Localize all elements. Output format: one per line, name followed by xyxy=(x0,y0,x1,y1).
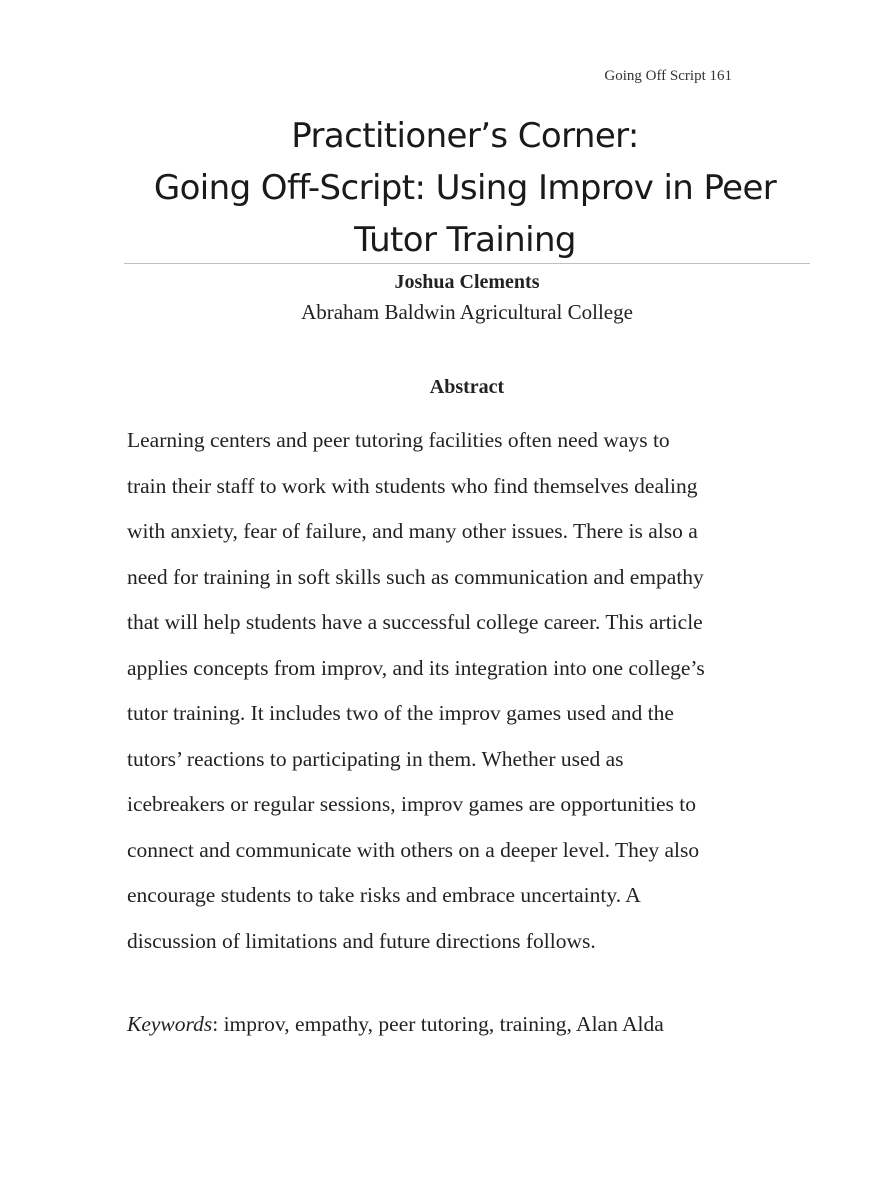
abstract-line: discussion of limitations and future directions follows. xyxy=(127,928,596,953)
article-title xyxy=(120,110,810,266)
keywords-line xyxy=(127,1008,664,1040)
abstract-line: applies concepts from improv, and its integration into one college’s xyxy=(127,655,705,680)
abstract-line: icebreakers or regular sessions, improv games are opportunities to xyxy=(127,792,696,816)
title-divider xyxy=(124,263,810,264)
abstract-line: encourage students to take risks and embrace uncertainty. A xyxy=(127,883,641,907)
title-line-2: Going Off-Script: Using Improv in Peer xyxy=(153,168,777,208)
abstract-line: tutor training. It includes two of the improv games used and the xyxy=(127,701,674,725)
author-affiliation: Abraham Baldwin Agricultural College xyxy=(301,300,633,324)
abstract-line: need for training in soft skills such as communication and empathy xyxy=(127,564,704,589)
abstract-line: train their staff to work with students who find themselves dealing xyxy=(127,473,698,498)
abstract-line: tutors’ reactions to participating in them. Whether used as xyxy=(127,746,624,771)
keywords-separator: : xyxy=(212,1012,224,1036)
title-line-3: Tutor Training xyxy=(354,220,576,260)
title-line-1: Practitioner’s Corner: xyxy=(291,116,639,156)
abstract-line: that will help students have a successful college career. This article xyxy=(127,610,703,634)
keywords-text: improv, empathy, peer tutoring, training, Alan Alda xyxy=(223,1012,664,1036)
abstract-body xyxy=(127,418,827,964)
author-name: Joshua Clements xyxy=(394,271,540,293)
keywords-label: Keywords xyxy=(127,1012,213,1036)
running-header: Going Off Script 161 xyxy=(604,68,732,84)
abstract-heading: Abstract xyxy=(429,376,505,398)
abstract-line: connect and communicate with others on a deeper level. They also xyxy=(127,837,700,862)
abstract-line: Learning centers and peer tutoring facilities often need ways to xyxy=(127,428,670,452)
abstract-line: with anxiety, fear of failure, and many other issues. There is also a xyxy=(127,519,698,543)
